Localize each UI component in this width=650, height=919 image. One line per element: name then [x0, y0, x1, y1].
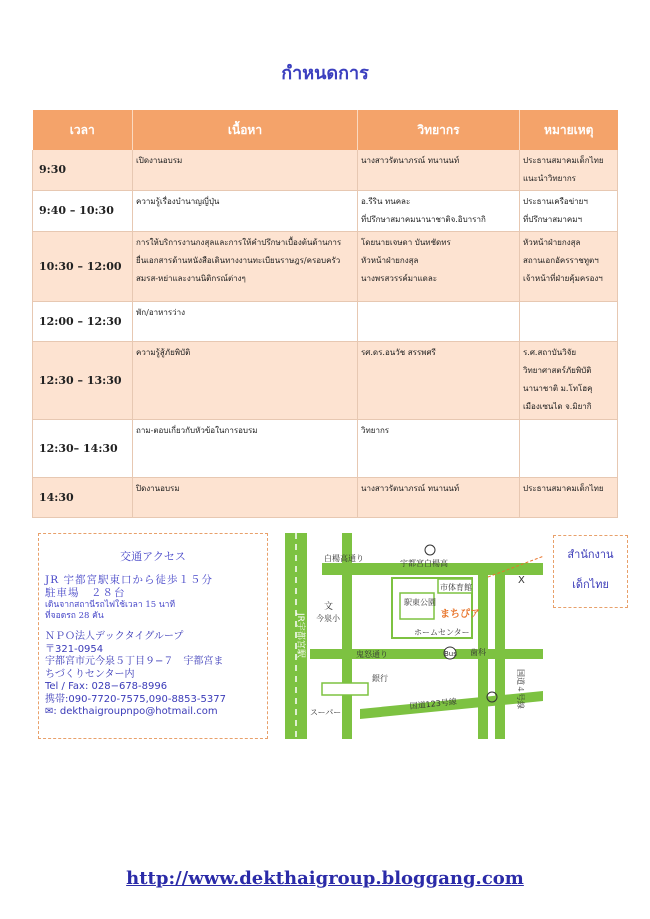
map-label-route123: 国道123号線 — [409, 697, 458, 711]
map-label-route4: 国道４号線 — [516, 669, 525, 709]
row-content — [133, 150, 358, 191]
row-note-line: เจ้าหน้าที่ฝ่ายคุ้มครองฯ — [523, 274, 603, 283]
office-label: เด็กไทย — [572, 578, 609, 591]
table-row — [33, 191, 618, 232]
road-vertical — [342, 533, 352, 739]
row-speaker-line: หัวหน้าฝ่ายกงสุล — [361, 256, 419, 265]
table-row — [33, 342, 618, 420]
map-label-gym: 市体育館 — [440, 583, 472, 592]
row-speaker-line: ที่ปรึกษาสมาคมนานาชาติจ.อิบารากิ — [361, 215, 486, 224]
row-note-line: นานาชาติ ม.โทโฮคุ — [523, 384, 593, 393]
row-time: 12:30– 14:30 — [33, 420, 133, 478]
row-note — [520, 420, 618, 478]
map-label-jr: JR宇都宮駅 — [295, 613, 305, 658]
org-address: 宇都宮市元今泉５丁目９−７ 宇都宮ま — [45, 656, 224, 667]
map-label-kinu: 鬼怒通り — [356, 650, 388, 659]
map-label-bank: 銀行 — [372, 674, 388, 683]
row-note-line: วิทยาศาสตร์ภัยพิบัติ — [523, 366, 592, 375]
row-note-line: สถานเอกอัครราชทูตฯ — [523, 256, 599, 265]
row-content-line: เปิดงานอบรม — [136, 156, 183, 165]
row-note — [520, 302, 618, 342]
map-label-super: スーパー — [310, 708, 342, 717]
header-speaker: วิทยากร — [358, 110, 520, 150]
access-title: 交通アクセス — [120, 550, 186, 563]
row-speaker-line: รศ.ดร.อนวัช สรรพศรี — [361, 348, 436, 357]
map-label-imaizumi: 今泉小 — [316, 614, 340, 623]
row-note-line: หัวหน้าฝ่ายกงสุล — [523, 238, 581, 247]
org-name: ＮＰＯ法人デックタイグループ — [45, 631, 184, 642]
header-note: หมายเหตุ — [520, 110, 618, 150]
schedule-table — [32, 110, 618, 518]
row-note — [520, 232, 618, 302]
row-speaker — [358, 302, 520, 342]
row-speaker-line: โดยนายเจษดา บันทชัดทร — [361, 238, 451, 247]
row-note-line: ประธานเครือข่ายฯ — [523, 197, 588, 206]
row-speaker — [358, 342, 520, 420]
row-content — [133, 191, 358, 232]
row-content — [133, 302, 358, 342]
access-jp-line: 駐車場 ２８台 — [45, 587, 126, 599]
map-label-home-center: ホームセンター — [414, 628, 470, 637]
road-route4 — [478, 575, 488, 739]
row-speaker — [358, 232, 520, 302]
table-row — [33, 150, 618, 191]
footer-url-link[interactable]: http://www.dekthaigroup.bloggang.com — [126, 868, 524, 889]
org-tel: Tel / Fax: 028−678-8996 — [45, 681, 168, 692]
table-row — [33, 420, 618, 478]
access-jp-line: JR 宇都宮駅東口から徒歩１５分 — [45, 574, 213, 586]
row-content-line: พัก/อาหารว่าง — [136, 308, 186, 317]
access-map — [280, 533, 543, 739]
row-time: 12:30 – 13:30 — [33, 342, 133, 420]
table-header-row — [33, 110, 618, 150]
header-time: เวลา — [33, 110, 133, 150]
map-label-park: 駅東公園 — [404, 598, 436, 607]
row-note-line: ร.ศ.สถาบันวิจัย — [523, 348, 577, 357]
row-time: 9:30 — [33, 150, 133, 191]
row-time: 9:40 – 10:30 — [33, 191, 133, 232]
post-office-icon: 文 — [324, 602, 334, 612]
row-speaker-line: นางสาวรัตนาภรณ์ ทนานนท์ — [361, 156, 460, 165]
row-speaker-line: นางสาวรัตนาภรณ์ ทนานนท์ — [361, 484, 460, 493]
row-speaker — [358, 191, 520, 232]
table-row — [33, 232, 618, 302]
table-row — [33, 478, 618, 518]
map-label-shirahige: 白楊高通り — [324, 554, 364, 563]
row-time: 10:30 – 12:00 — [33, 232, 133, 302]
row-content — [133, 342, 358, 420]
org-mobile: 携帯:090-7720-7575,090-8853-5377 — [45, 693, 226, 705]
row-time: 14:30 — [33, 478, 133, 518]
map-label-dentist: 歯科 — [470, 648, 486, 657]
crossing-icon: X — [518, 575, 525, 586]
row-note-line: แนะนำวิทยากร — [523, 174, 576, 183]
row-content-line: การให้บริการงานกงสุลและการให้คำปรึกษาเบื้องต้นด้านการ — [136, 238, 342, 247]
org-address: ちづくりセンター内 — [45, 668, 135, 680]
row-content-line: สมรส-หย่าและงานนิติกรณ์ต่างๆ — [136, 274, 246, 283]
road-kinu — [310, 649, 543, 659]
map-label-bus: Bus — [444, 650, 457, 658]
page-title: กำหนดการ — [281, 63, 369, 84]
row-note — [520, 342, 618, 420]
row-content-line: ปิดงานอบรม — [136, 484, 180, 493]
map-label-utsunomiya-high: 宇都宮白楊高 — [400, 559, 448, 568]
row-speaker-line: วิทยากร — [361, 426, 390, 435]
row-note — [520, 150, 618, 191]
row-note-line: ประธานสมาคมเด็กไทย — [523, 156, 604, 165]
map-label-machipia: まちぴア — [440, 609, 480, 620]
org-postcode: 〒321-0954 — [45, 643, 104, 655]
row-note-line: ประธานสมาคมเด็กไทย — [523, 484, 604, 493]
row-speaker — [358, 150, 520, 191]
row-speaker — [358, 478, 520, 518]
row-speaker-line: นางพรสวรรค์มาแดละ — [361, 274, 438, 283]
row-content-line: ความรู้สู้ภัยพิบัติ — [136, 348, 191, 357]
row-content — [133, 478, 358, 518]
access-info-box — [38, 533, 268, 739]
header-content: เนื้อหา — [133, 110, 358, 150]
row-speaker-line: อ.รีริน ทนคละ — [361, 197, 411, 206]
office-callout — [553, 535, 628, 608]
row-content — [133, 232, 358, 302]
row-content-line: ยื่นเอกสารด้านหนังสือเดินทางงานทะเบียนราษฎร/ครอบครัว — [136, 256, 341, 265]
row-content-line: ถาม-ตอบเกี่ยวกับหัวข้อในการอบรม — [136, 426, 258, 435]
row-time: 12:00 – 12:30 — [33, 302, 133, 342]
row-note — [520, 478, 618, 518]
row-note-line: เมืองเซนได จ.มิยากิ — [523, 402, 592, 411]
table-row — [33, 302, 618, 342]
row-content — [133, 420, 358, 478]
row-speaker — [358, 420, 520, 478]
row-note-line: ที่ปรึกษาสมาคมฯ — [523, 215, 583, 224]
row-note — [520, 191, 618, 232]
row-content-line: ความรู้เรื่องบำนาญญี่ปุ่น — [136, 197, 220, 206]
office-label: สำนักงาน — [567, 548, 614, 561]
access-th-line: ที่จอดรถ 28 คัน — [45, 611, 104, 621]
access-th-line: เดินจากสถานีรถไฟใช้เวลา 15 นาที — [45, 600, 176, 610]
org-email[interactable]: ✉: dekthaigroupnpo@hotmail.com — [45, 706, 218, 717]
